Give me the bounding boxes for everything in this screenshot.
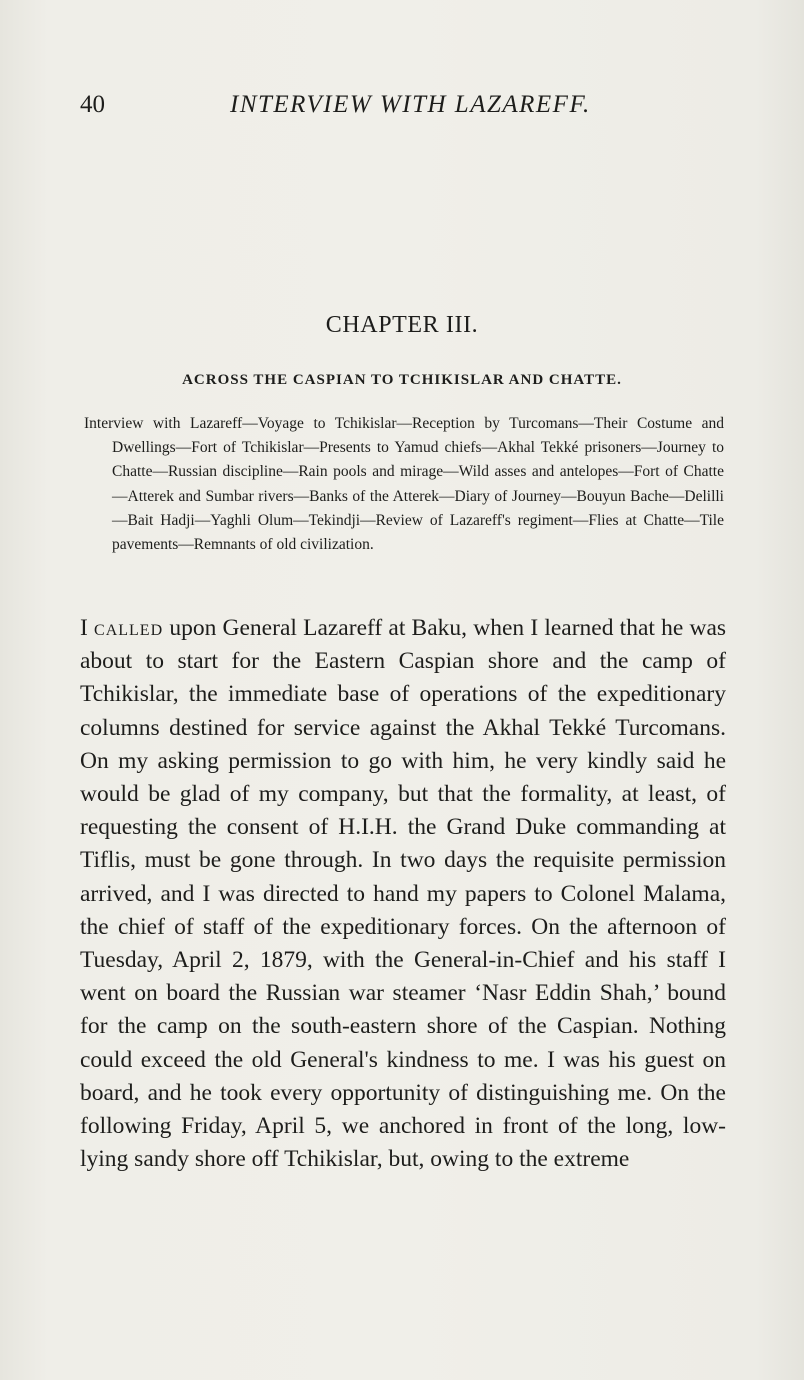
running-title: INTERVIEW WITH LAZAREFF. (230, 91, 591, 118)
first-word: I (80, 615, 88, 641)
page-number: 40 (80, 91, 105, 118)
running-head (80, 88, 724, 122)
chapter-subtitle: ACROSS THE CASPIAN TO TCHIKISLAR AND CHATTE. (182, 372, 622, 388)
chapter-synopsis: Interview with Lazareff—Voyage to Tchikislar—Reception by Turcomans—Their Costume and Dwellings—Fort of Tchikislar—Presents to Yamud chiefs—Akhal Tekké prisoners—Journey to Chatte—Russian discipline—Rain pools and mirage—Wild asses and antelopes—Fort of Chatte—Atterek and Sumbar rivers—Banks of the Atterek—Diary of Journey—Bouyun Bache—Delilli—Bait Hadji—Yaghli Olum—Tekindji—Review of Lazareff's regiment—Flies at Chatte—Tile pavements—Remnants of old civilization. (84, 415, 724, 554)
chapter-title: CHAPTER III. (325, 312, 479, 338)
small-caps-word: called (94, 615, 164, 641)
body-paragraph (80, 612, 726, 1176)
paragraph-text: upon General Lazareff at Baku, when I learned that he was about to start for the Eastern Caspian shore and the camp of Tchikislar, the immediate base of operations of the expeditionary columns destined for service against the Akhal Tekké Turcomans. On my asking permission to go with him, he very kindly said he would be glad of my company, but that the formality, at least, of requesting the consent of H.I.H. the Grand Duke commanding at Tiflis, must be gone through. In two days the requisite permission arrived, and I was directed to hand my papers to Colonel Malama, the chief of staff of the expeditionary forces. On the afternoon of Tuesday, April 2, 1879, with the General-in-Chief and his staff I went on board the Russian war steamer ‘Nasr Eddin Shah,’ bound for the camp on the south-eastern shore of the Caspian. Nothing could exceed the old General's kindness to me. I was his guest on board, and he took every opportunity of distinguishing me. On the following Friday, April 5, we anchored in front of the long, low-lying sandy shore off Tchikislar, but, owing to the extreme (80, 615, 727, 1173)
